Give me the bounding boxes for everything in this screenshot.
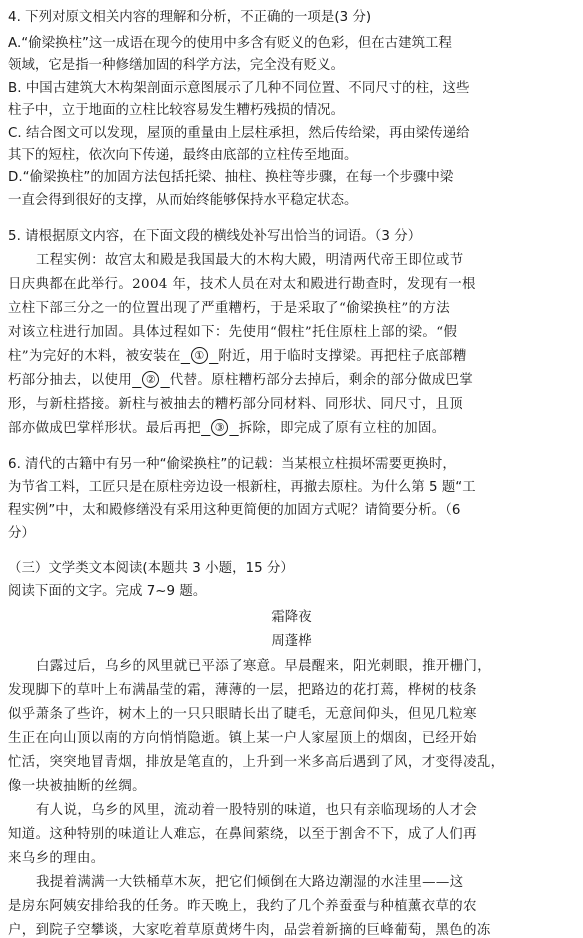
q5-paragraph-line7: 形，与新柱搭接。新柱与被抽去的糟朽部分同材料、同形状、同尺寸，且顶 xyxy=(8,397,464,412)
fill-blank-2[interactable] xyxy=(132,373,170,388)
story-para1-line2: 发现脚下的草叶上布满晶莹的霜，薄薄的一层，把路边的花打蔫，桦树的枝条 xyxy=(8,683,477,698)
q5-text-before-blank3: 部亦做成巴掌样形状。最后再把 xyxy=(8,421,202,436)
q6-line4: 分） xyxy=(8,526,35,541)
story-para1-line6: 像一块被抽断的丝绸。 xyxy=(8,779,146,794)
q4-option-d-line1: D.“偷梁换柱”的加固方法包括托梁、抽柱、换柱等步骤，在每一个步骤中梁 xyxy=(8,170,454,185)
story-author: 周蓬桦 xyxy=(271,634,312,649)
q5-paragraph-line5 xyxy=(8,345,467,364)
story-para1-line5: 忙活，突突地冒青烟，排放是笔直的，上升到一米多高后遇到了风，才变得凌乱， xyxy=(8,755,505,770)
story-para1-line1: 白露过后，乌乡的风里就已平添了寒意。早晨醒来，阳光刺眼，推开栅门， xyxy=(36,659,492,674)
section-instruction: 阅读下面的文字。完成 7~9 题。 xyxy=(8,584,207,599)
story-title: 霜降夜 xyxy=(271,610,312,625)
fill-blank-1[interactable] xyxy=(181,349,219,364)
q5-paragraph-line6 xyxy=(8,369,473,388)
q5-paragraph-line1: 工程实例：故宫太和殿是我国最大的木构大殿，明清两代帝王即位或节 xyxy=(36,253,464,268)
q5-paragraph-line8 xyxy=(8,417,446,436)
blank-number-2: ② xyxy=(142,371,159,388)
q5-text-after-blank2: 代替。原柱糟朽部分去掉后，剩余的部分做成巴掌 xyxy=(169,373,474,388)
blank-number-3: ③ xyxy=(211,419,228,436)
q6-line1: 6. 清代的古籍中有另一种“偷梁换柱”的记载：当某根立柱损坏需要更换时， xyxy=(8,457,456,472)
q5-paragraph-line2: 日庆典都在此举行。2004 年，技术人员在对太和殿进行勘查时，发现有一根 xyxy=(8,277,476,292)
q5-stem: 5. 请根据原文内容，在下面文段的横线处补写出恰当的词语。（3 分） xyxy=(8,229,422,244)
story-para3-line2: 是房东阿姨安排给我的任务。昨天晚上，我约了几个养蚕蚕与种植薰衣草的农 xyxy=(8,899,477,914)
blank-number-1: ① xyxy=(191,347,208,364)
q4-option-a-line2: 领域，它是指一种修缮加固的科学方法，完全没有贬义。 xyxy=(8,58,345,73)
q5-paragraph-line4: 对该立柱进行加固。具体过程如下：先使用“假柱”托住原柱上部的梁。“假 xyxy=(8,325,458,340)
story-para2-line2: 知道。这种特别的味道让人难忘，在鼻间萦绕，以至于割舍不下，成了人们再 xyxy=(8,827,477,842)
q4-option-b-line2: 柱子中，立于地面的立柱比较容易发生糟朽残损的情况。 xyxy=(8,103,345,118)
q4-option-d-line2: 一直会得到很好的支撑，从而始终能够保持水平稳定状态。 xyxy=(8,193,358,208)
q4-option-a-line1: A.“偷梁换柱”这一成语在现今的使用中多含有贬义的色彩，但在古建筑工程 xyxy=(8,36,452,51)
q5-text-before-blank2: 朽部分抽去，以使用 xyxy=(8,373,133,388)
q4-option-c-line2: 其下的短柱，依次向下传递，最终由底部的立柱传至地面。 xyxy=(8,148,358,163)
q6-line2: 为节省工料，工匠只是在原柱旁边设一根新柱，再撤去原柱。为什么第 5 题“工 xyxy=(8,480,476,495)
story-para1-line3: 似乎萧条了些许，树木上的一只只眼睛长出了睫毛，无意间仰头，但见几粒寒 xyxy=(8,707,477,722)
story-para2-line1: 有人说，乌乡的风里，流动着一股特别的味道，也只有亲临现场的人才会 xyxy=(36,803,478,818)
q4-option-b-line1: B. 中国古建筑大木构架剖面示意图展示了几种不同位置、不同尺寸的柱，这些 xyxy=(8,81,470,96)
story-para3-line3: 户，到院子空攀谈，大家吃着草原黄烤牛肉，品尝着新摘的巨峰葡萄，黑色的冻 xyxy=(8,923,491,938)
q5-text-after-blank3: 拆除，即完成了原有立柱的加固。 xyxy=(238,421,446,436)
q4-stem: 4. 下列对原文相关内容的理解和分析，不正确的一项是(3 分) xyxy=(8,10,372,25)
q6-line3: 程实例”中，太和殿修缮没有采用这种更简便的加固方式呢？请简要分析。（6 xyxy=(8,503,461,518)
story-para3-line1: 我提着满满一大铁桶草木灰，把它们倾倒在大路边潮湿的水洼里——这 xyxy=(36,875,464,890)
q5-text-after-blank1: 附近，用于临时支撑梁。再把柱子底部糟 xyxy=(218,349,467,364)
section-heading: （三）文学类文本阅读(本题共 3 小题，15 分） xyxy=(8,561,294,576)
story-para1-line4: 生正在向山顶以南的方向悄悄隐逝。镇上某一户人家屋顶上的烟囱，已经开始 xyxy=(8,731,477,746)
q5-text-before-blank1: 柱”为完好的木料，被安装在 xyxy=(8,349,181,364)
q5-paragraph-line3: 立柱下部三分之一的位置出现了严重糟朽，于是采取了“偷梁换柱”的方法 xyxy=(8,301,450,316)
story-para2-line3: 来乌乡的理由。 xyxy=(8,851,105,866)
q4-option-c-line1: C. 结合图文可以发现，屋顶的重量由上层柱承担，然后传给梁，再由梁传递给 xyxy=(8,126,470,141)
fill-blank-3[interactable] xyxy=(201,421,239,436)
